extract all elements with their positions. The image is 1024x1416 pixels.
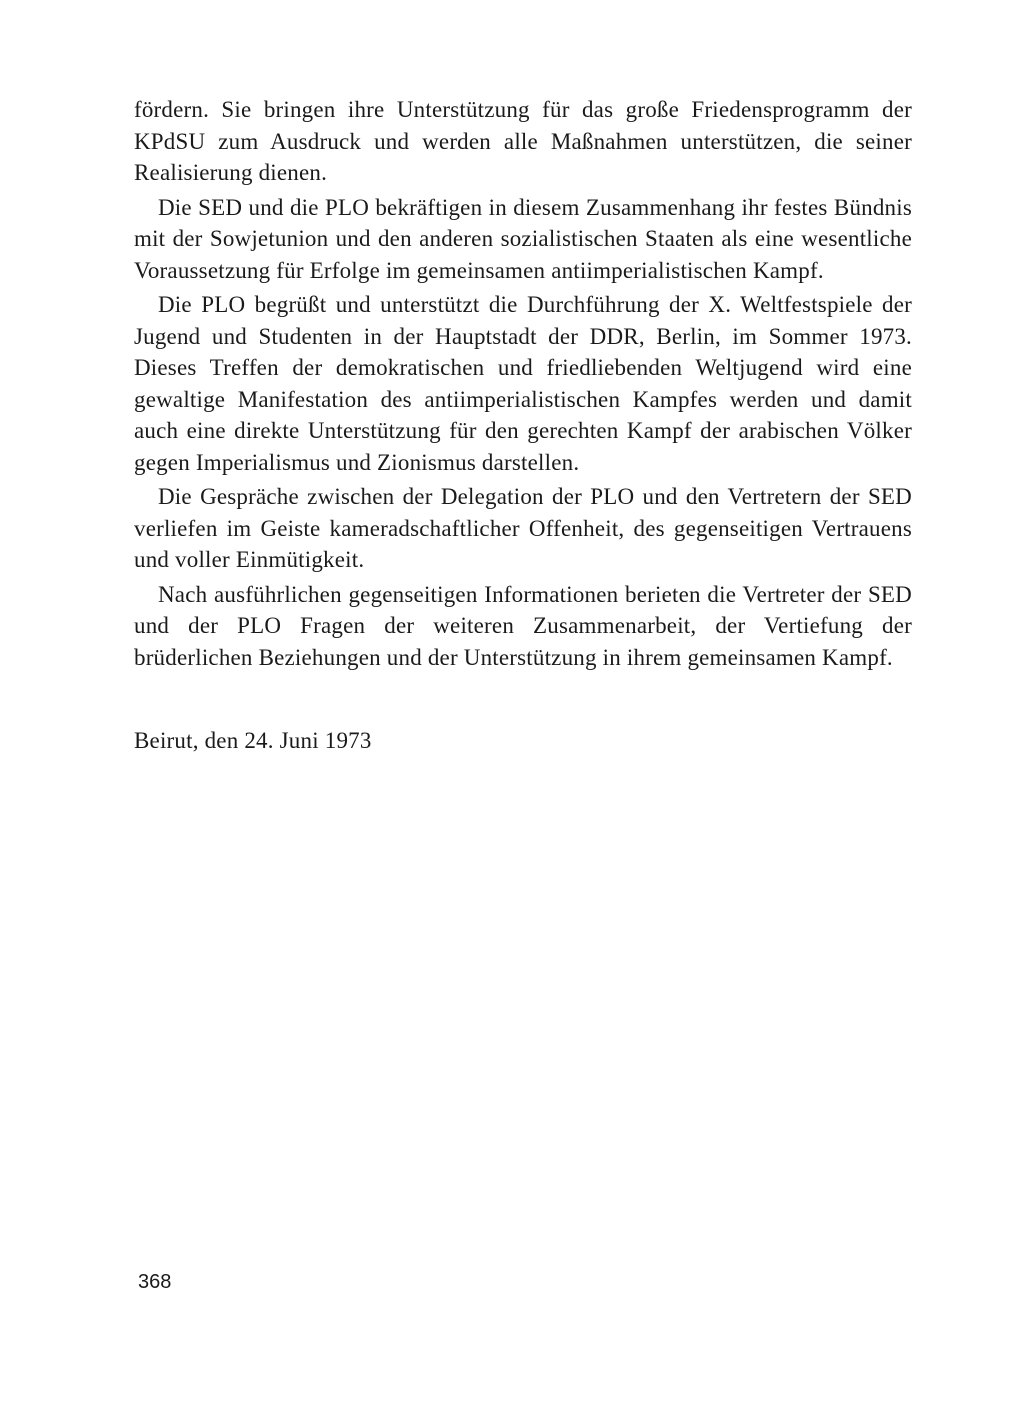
body-text [134, 94, 912, 676]
paragraph-cooperation: Nach ausführlichen gegenseitigen Informationen berieten die Vertreter der SED und der PLO Fragen der weiteren Zusammenarbeit, der Vertiefung der brüderlichen Beziehungen und der Unterstützung in ihrem gemeinsamen Kampf. [134, 581, 912, 670]
paragraph-alliance: Die SED und die PLO bekräftigen in diesem Zusammenhang ihr festes Bündnis mit der Sowjetunion und den anderen sozialistischen Staaten als eine wesentliche Voraussetzung für Erfolge im gemeinsamen antiimperialistischen Kampf. [134, 194, 912, 283]
place-and-date: Beirut, den 24. Juni 1973 [134, 728, 372, 753]
paragraph-talks: Die Gespräche zwischen der Delegation der PLO und den Vertretern der SED verliefen im Geiste kameradschaftlicher Offenheit, des gegenseitigen Vertrauens und voller Einmütigkeit. [134, 484, 912, 572]
page-number: 368 [138, 1271, 172, 1293]
paragraph-world-festival: Die PLO begrüßt und unterstützt die Durchführung der X. Weltfestspiele der Jugend und Studenten in der Hauptstadt der DDR, Berlin, im Sommer 1973. Dieses Treffen der demokratischen und friedliebenden Weltjugend wird eine gewaltige Manifestation des antiimperialistischen Kampfes werden und damit auch eine direkte Unterstützung für den gerechten Kampf der arabischen Völker gegen Imperialismus und Zionismus darstellen. [134, 292, 912, 475]
paragraph-continued: fördern. Sie bringen ihre Unterstützung für das große Friedensprogramm der KPdSU zum Ausdruck und werden alle Maßnahmen unterstützen, die seiner Realisierung dienen. [134, 97, 912, 185]
